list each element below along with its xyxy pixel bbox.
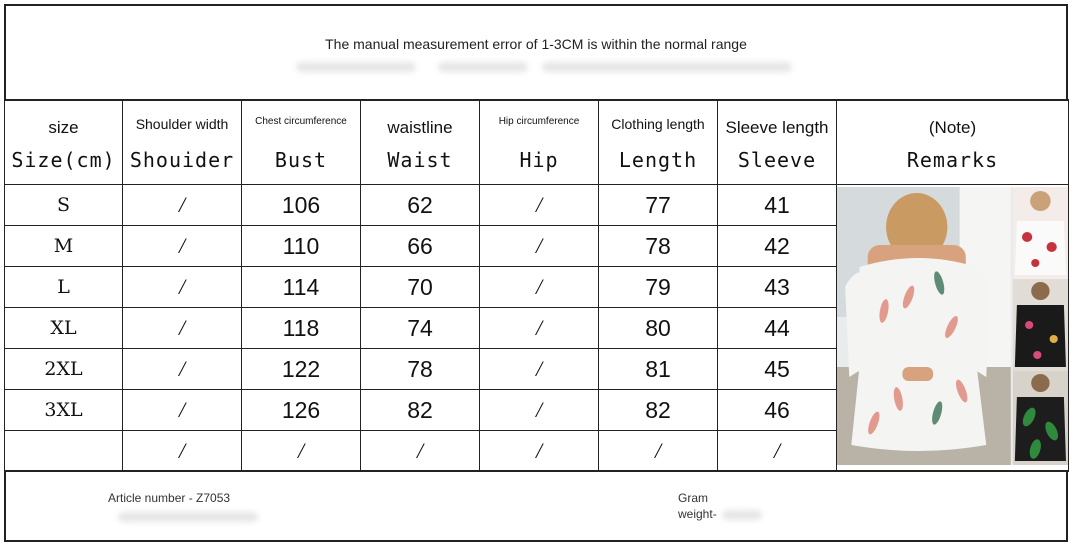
table-cell-shoulder: /	[123, 431, 242, 472]
header-code-size: Size(cm)	[11, 148, 116, 172]
table-cell-waist: 66	[361, 226, 480, 267]
header-code-shoulder: Shouider	[129, 148, 235, 172]
table-cell-waist: 82	[361, 390, 480, 431]
measurement-note-box	[4, 4, 1068, 101]
header-code-hip: Hip	[519, 148, 559, 172]
header-label-shoulder: Shoulder width	[135, 116, 229, 132]
table-cell-length: 77	[599, 185, 718, 226]
header-code-sleeve: Sleeve	[737, 148, 817, 172]
variant-black-floral-icon	[1013, 279, 1068, 371]
table-cell-size: XL	[5, 308, 123, 349]
table-cell-hip: /	[480, 308, 599, 349]
table-cell-length: 80	[599, 308, 718, 349]
gram-weight-label	[678, 490, 717, 522]
table-cell-size: L	[5, 267, 123, 308]
table-cell-waist: 78	[361, 349, 480, 390]
table-cell-sleeve: 45	[718, 349, 837, 390]
table-cell-bust: 118	[242, 308, 361, 349]
table-cell-bust: 110	[242, 226, 361, 267]
table-cell-shoulder: /	[123, 185, 242, 226]
gram-label: Gram	[678, 491, 708, 505]
header-cell-bust	[242, 100, 361, 185]
table-cell-size	[5, 431, 123, 472]
table-cell-length: 82	[599, 390, 718, 431]
table-cell-shoulder: /	[123, 226, 242, 267]
table-cell-bust: 114	[242, 267, 361, 308]
size-chart-table	[4, 99, 1069, 472]
table-cell-sleeve: 46	[718, 390, 837, 431]
table-cell-shoulder: /	[123, 390, 242, 431]
blurred-text	[118, 512, 258, 522]
header-code-bust: Bust	[274, 148, 328, 172]
blurred-text	[296, 62, 416, 72]
header-label-remarks: (Note)	[928, 118, 977, 137]
measurement-note: The manual measurement error of 1-3CM is within the normal range	[325, 36, 747, 52]
table-cell-sleeve: /	[718, 431, 837, 472]
blurred-text	[542, 62, 792, 72]
header-code-length: Length	[618, 148, 698, 172]
header-cell-shoulder	[123, 100, 242, 185]
table-cell-sleeve: 43	[718, 267, 837, 308]
table-cell-sleeve: 44	[718, 308, 837, 349]
table-row	[5, 185, 1069, 226]
header-label-sleeve: Sleeve length	[725, 118, 829, 137]
table-cell-size: S	[5, 185, 123, 226]
table-cell-shoulder: /	[123, 349, 242, 390]
header-cell-sleeve	[718, 100, 837, 185]
product-photo	[837, 187, 1068, 465]
header-label-length: Clothing length	[611, 116, 705, 132]
header-label-bust: Chest circumference	[255, 116, 347, 127]
header-label-waist: waistline	[387, 118, 453, 137]
table-cell-hip: /	[480, 226, 599, 267]
table-cell-hip: /	[480, 267, 599, 308]
table-cell-waist: 74	[361, 308, 480, 349]
table-cell-hip: /	[480, 349, 599, 390]
table-cell-bust: 106	[242, 185, 361, 226]
table-cell-waist: 70	[361, 267, 480, 308]
variant-green-leaf-icon	[1013, 371, 1068, 465]
header-row	[5, 100, 1069, 185]
article-number: Article number - Z7053	[108, 491, 231, 505]
remarks-cell	[837, 185, 1069, 472]
table-cell-hip: /	[480, 390, 599, 431]
blurred-text	[722, 510, 762, 520]
table-cell-length: /	[599, 431, 718, 472]
table-cell-waist: 62	[361, 185, 480, 226]
table-cell-length: 78	[599, 226, 718, 267]
weight-label: weight-	[678, 507, 717, 521]
product-info-box	[4, 470, 1068, 542]
header-cell-remarks	[837, 100, 1069, 185]
table-cell-length: 81	[599, 349, 718, 390]
table-cell-hip: /	[480, 431, 599, 472]
table-cell-sleeve: 42	[718, 226, 837, 267]
table-cell-bust: 122	[242, 349, 361, 390]
table-cell-bust: 126	[242, 390, 361, 431]
table-cell-size: 3XL	[5, 390, 123, 431]
table-cell-sleeve: 41	[718, 185, 837, 226]
header-cell-size	[5, 100, 123, 185]
table-cell-length: 79	[599, 267, 718, 308]
header-code-waist: Waist	[387, 148, 453, 172]
table-cell-shoulder: /	[123, 308, 242, 349]
table-cell-size: M	[5, 226, 123, 267]
variant-red-floral-icon	[1013, 187, 1068, 279]
table-cell-waist: /	[361, 431, 480, 472]
header-label-size: size	[48, 118, 79, 137]
header-cell-hip	[480, 100, 599, 185]
table-cell-size: 2XL	[5, 349, 123, 390]
header-cell-waist	[361, 100, 480, 185]
blurred-text	[438, 62, 528, 72]
header-cell-length	[599, 100, 718, 185]
table-cell-bust: /	[242, 431, 361, 472]
table-cell-hip: /	[480, 185, 599, 226]
header-code-remarks: Remarks	[906, 148, 999, 172]
header-label-hip: Hip circumference	[498, 116, 580, 127]
table-cell-shoulder: /	[123, 267, 242, 308]
